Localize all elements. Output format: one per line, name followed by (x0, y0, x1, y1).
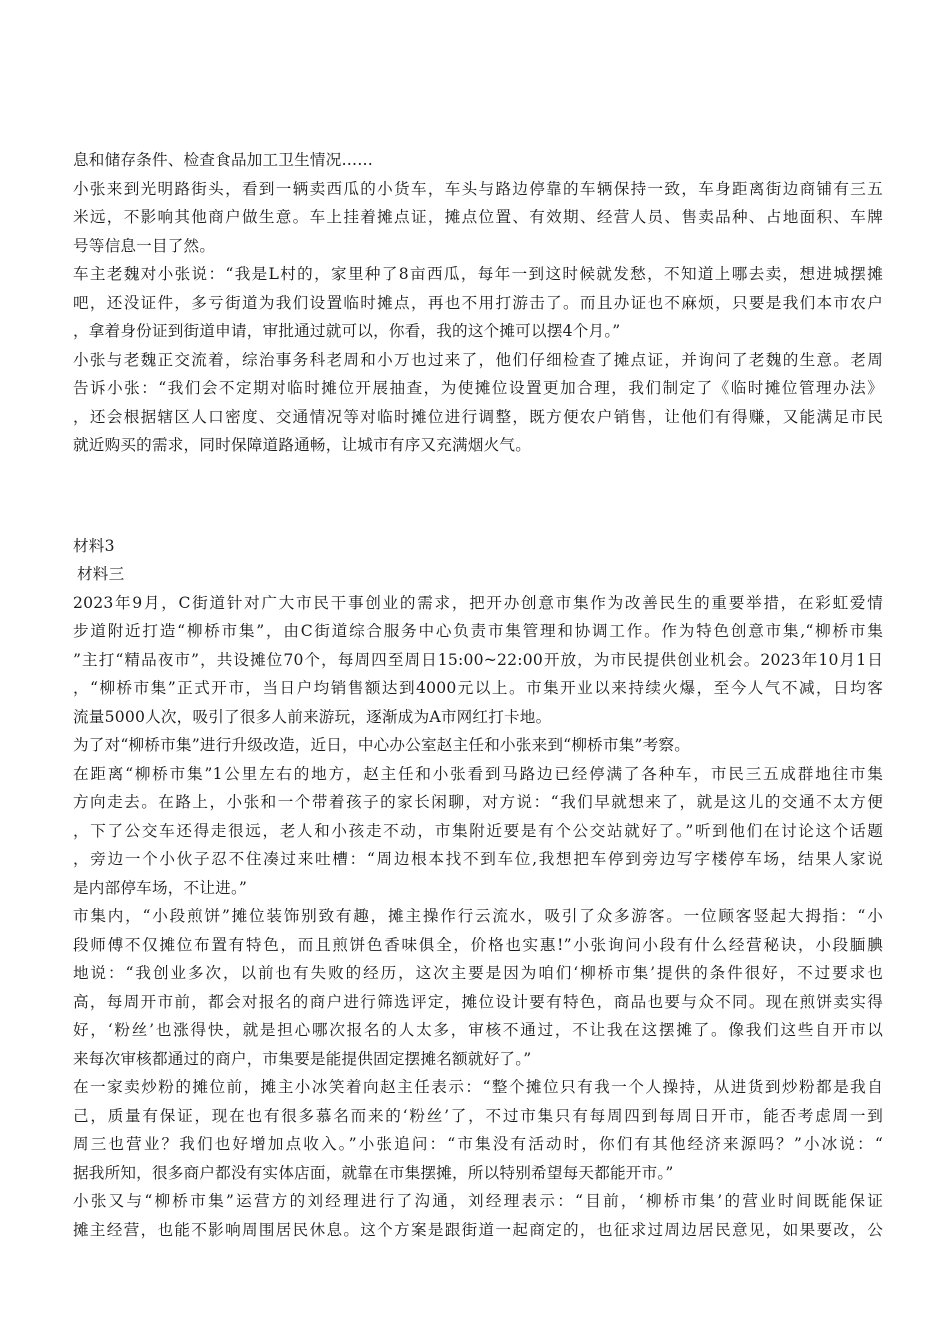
paragraph-line: 吧，还没证件，多亏街道为我们设置临时摊点，再也不用打游击了。而且办证也不麻烦，只要是我们本市农户 (73, 293, 883, 312)
section-1 (73, 146, 883, 460)
paragraph-line: 在距离“柳桥市集”1公里左右的地方，赵主任和小张看到马路边已经停满了各种车，市民三五成群地往市集 (73, 764, 883, 783)
paragraph-line: 高，每周开市前，都会对报名的商户进行筛选评定，摊位设计要有特色，商品也要与众不同。现在煎饼卖实得 (73, 992, 883, 1011)
paragraph-line: 小张来到光明路街头，看到一辆卖西瓜的小货车，车头与路边停靠的车辆保持一致，车身距离街边商铺有三五 (73, 179, 883, 198)
paragraph-line: 为了对“柳桥市集”进行升级改造，近日，中心办公室赵主任和小张来到“柳桥市集”考察。 (73, 736, 691, 754)
paragraph-line: 市集内，“小段煎饼”摊位装饰别致有趣，摊主操作行云流水，吸引了众多游客。一位顾客竖起大拇指：“小 (73, 907, 883, 925)
paragraph-line: ，“柳桥市集”正式开市，当日户均销售额达到4000元以上。市集开业以来持续火爆，至今人气不减，日均客 (73, 679, 883, 697)
paragraph-line: ，旁边一个小伙子忍不住凑过来吐槽：“周边根本找不到车位,我想把车停到旁边写字楼停车场，结果人家说 (73, 850, 883, 868)
paragraph-line: ，下了公交车还得走很远，老人和小孩走不动，市集附近要是有个公交站就好了。”听到他们在讨论这个话题 (73, 821, 883, 840)
paragraph-line: 米远，不影响其他商户做生意。车上挂着摊点证，摊点位置、有效期、经营人员、售卖品种、占地面积、车牌 (73, 208, 883, 226)
section-gap (73, 460, 883, 532)
section-heading: 材料3 (73, 536, 115, 555)
paragraph-line: 车主老魏对小张说：“我是L村的，家里种了8亩西瓜，每年一到这时候就发愁，不知道上哪去卖，想进城摆摊 (73, 265, 883, 283)
paragraph-line: 周三也营业？我们也好增加点收入。”小张追问：“市集没有活动时，你们有其他经济来源吗？”小冰说：“ (73, 1135, 883, 1153)
paragraph-line: 来每次审核都通过的商户，市集要是能提供固定摆摊名额就好了。” (73, 1049, 532, 1068)
paragraph-line: 地说：“我创业多次，以前也有失败的经历，这次主要是因为咱们‘柳桥市集’提供的条件很好，不过要求也 (73, 964, 883, 982)
paragraph-line: 流量5000人次，吸引了很多人前来游玩，逐渐成为A市网红打卡地。 (73, 707, 552, 726)
paragraph-line: 己，质量有保证，现在也有很多慕名而来的‘粉丝’了，不过市集只有每周四到每周日开市，能否考虑周一到 (73, 1106, 883, 1125)
paragraph-line: ，拿着身份证到街道申请，审批通过就可以，你看，我的这个摊可以摆4个月。” (73, 322, 621, 340)
paragraph-line: ，还会根据辖区人口密度、交通情况等对临时摊位进行调整，既方便农户销售，让他们有得赚，又能满足市民 (73, 407, 883, 426)
section-2 (73, 532, 883, 1245)
paragraph-line: 息和储存条件、检查食品加工卫生情况…… (73, 151, 374, 169)
paragraph-line: 段师傅不仅摊位布置有特色，而且煎饼色香味俱全，价格也实惠!”小张询问小段有什么经营秘诀，小段腼腆 (73, 935, 883, 954)
paragraph-line: 是内部停车场，不让进。” (73, 878, 248, 897)
paragraph-line: 据我所知，很多商户都没有实体店面，就靠在市集摆摊，所以特别希望每天都能开市。” (73, 1163, 674, 1182)
paragraph-line: 就近购买的需求，同时保障道路通畅，让城市有序又充满烟火气。 (73, 436, 532, 454)
paragraph-line: 方向走去。在路上，小张和一个带着孩子的家长闲聊，对方说：“我们早就想来了，就是这儿的交通不太方便 (73, 793, 883, 811)
document-page (73, 146, 883, 1244)
paragraph-line: ”主打“精品夜市”，共设摊位70个，每周四至周日15:00~22:00开放，为市民提供创业机会。2023年10月1日 (73, 650, 883, 669)
section-subheading: 材料三 (77, 565, 125, 583)
paragraph-line: 摊主经营，也能不影响周围居民休息。这个方案是跟街道一起商定的，也征求过周边居民意见，如果要改，公 (73, 1220, 883, 1239)
paragraph-line: 号等信息一目了然。 (73, 236, 216, 255)
paragraph-line: 步道附近打造“柳桥市集”，由C街道综合服务中心负责市集管理和协调工作。作为特色创意市集,“柳桥市集 (73, 622, 883, 640)
paragraph-line: 在一家卖炒粉的摊位前，摊主小冰笑着向赵主任表示：“整个摊位只有我一个人操持，从进货到炒粉都是我自 (73, 1078, 883, 1096)
paragraph-line: 好，‘粉丝’也涨得快，就是担心哪次报名的人太多，审核不通过，不让我在这摆摊了。像我们这些自开市以 (73, 1021, 883, 1039)
paragraph-line: 小张又与“柳桥市集”运营方的刘经理进行了沟通，刘经理表示：“目前，‘柳桥市集’的营业时间既能保证 (73, 1192, 883, 1210)
paragraph-line: 告诉小张：“我们会不定期对临时摊位开展抽查，为使摊位设置更加合理，我们制定了《临时摊位管理办法》 (73, 379, 883, 397)
paragraph-line: 小张与老魏正交流着，综治事务科老周和小万也过来了，他们仔细检查了摊点证，并询问了老魏的生意。老周 (73, 350, 883, 369)
paragraph-line: 2023年9月，C街道针对广大市民干事创业的需求，把开办创意市集作为改善民生的重要举措，在彩虹爱情 (73, 593, 883, 612)
